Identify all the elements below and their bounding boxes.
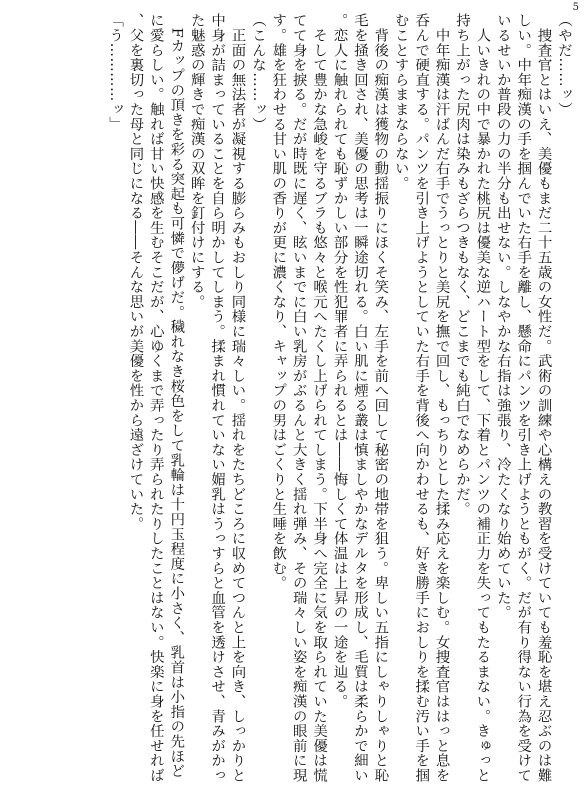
page-number: 5 xyxy=(572,2,579,13)
paragraph: Fカップの頂きを彩る突起も可憐で儚げだ。穢れなき桜色をして乳輪は十円玉程度に小さく、乳首は小指の先ほどに愛らしい。触れば甘い快感を生むそこだが、心ゆくまで弄ったり弄られたりしたことはない。快楽に身を任せれば、父を裏切った母と同じになる――そんな思いが美優を性から遠ざけていた。 xyxy=(127,13,185,783)
paragraph: （こんな……ッ） xyxy=(249,13,266,132)
paragraph: 「う…………ッ」 xyxy=(107,13,124,132)
paragraph: 中年痴漢は汗ばんだ右手でうっとりと美尻を撫で回し、もっちりとした揉み応えを楽しむ。女捜査官ははっと息を呑んで硬直する。パンツを引き上げようとしていた右手を背後へ向かわせるも、好き勝手におしりを揉む汚い手を掴むことすらままならない。 xyxy=(392,13,450,783)
paragraph: （やだ……ッ） xyxy=(556,13,572,117)
vertical-text-body xyxy=(8,13,574,789)
paragraph: そして豊かな急峻を守るブラも悠々と喉元へたくし上げられてしまう。下半身へ完全に気を取られていた美優は慌てて身を捩る。だが時既に遅く、眩いまでに白い乳房がぶるんと大きく揺れ弾み、その瑞々しい姿を痴漢の眼前に現す。雄を狂わせる甘い肌の香りが更に濃くなり、キャップの男はごくりと生唾を飲む。 xyxy=(270,13,328,783)
paragraph: 背後の痴漢は獲物の動揺振りにほくそ笑み、左手を前へ回して秘密の地帯を狙う。卑しい五指にしゃりしゃりと恥毛を掻き回され、美優の思考は一瞬途切れる。白い肌に煙る叢は慎ましやかなデルタを形成し、毛質は柔らかで細い。恋人に触れられても恥ずかしい部分を性犯罪者に弄られるとは――悔しくて体温は上昇の一途を辿る。 xyxy=(331,13,389,783)
paragraph: 正面の無法者が凝視する膨らみもおしり同様に瑞々しい。揺れをたちどころに収めてつんと上を向き、しっかりと中身が詰まっていることを自ら明かしてしまう。揉まれ慣れていない媚乳はうっすらと血管を透けさせ、青みがかった魅惑の輝きで痴漢の双眸を釘付けにする。 xyxy=(188,13,246,783)
paragraph: 捜査官とはいえ、美優もまだ二十五歳の女性だ。武術の訓練や心構えの教習を受けていても羞恥を堪え忍ぶのは難しい。中年痴漢の手を掴んでいた右手を離し、懸命にパンツを引き上げようともがく。だが有り得ない行為を受けているせいか普段の力の半分も出せない。しなやかな右指は強張り、冷たくなり始めていた。 xyxy=(494,13,552,783)
paragraph: 人いきれの中で暴かれた桃尻は優美な逆ハート型をして、下着とパンツの補正力を失ってもたるまない。きゅっと持ち上がった尻肉は染みもざらつきもなく、どこまでも純白でなめらかだ。 xyxy=(453,13,491,783)
